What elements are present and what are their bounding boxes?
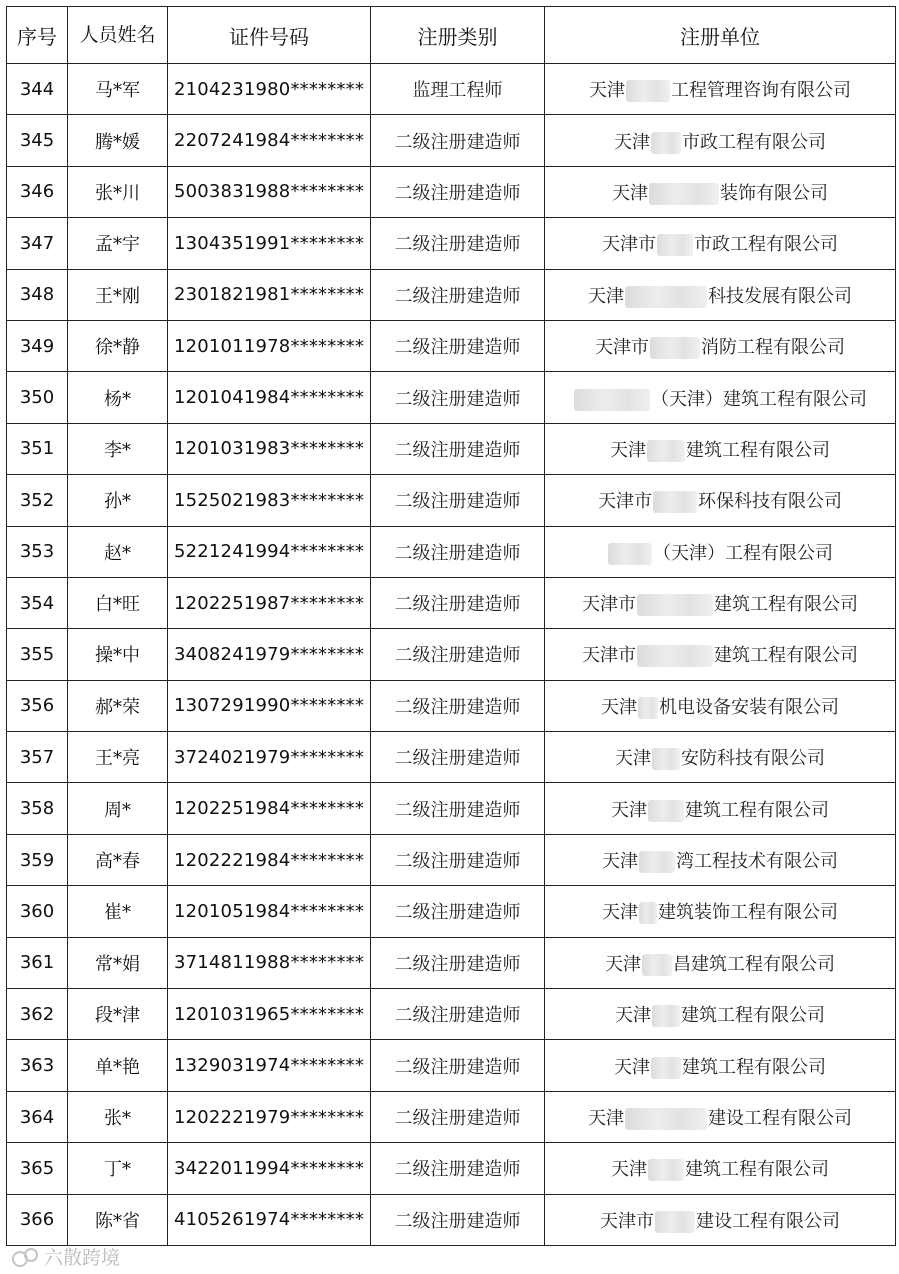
- redaction-blur: [651, 132, 681, 154]
- row-id-number: 3422011994********: [168, 1143, 371, 1194]
- redaction-blur: [639, 851, 675, 873]
- row-name: 常*娟: [68, 937, 168, 988]
- row-no: 359: [7, 834, 68, 885]
- row-registration-type: 二级注册建造师: [371, 320, 545, 371]
- row-name: 操*中: [68, 629, 168, 680]
- row-registration-type: 监理工程师: [371, 64, 545, 115]
- row-organization: [545, 732, 896, 783]
- redaction-blur: [638, 697, 658, 719]
- org-prefix: 天津市: [582, 594, 636, 616]
- org-suffix: 建筑工程有限公司: [681, 1005, 825, 1027]
- row-id-number: 4105261974********: [168, 1194, 371, 1245]
- row-name: 段*津: [68, 989, 168, 1040]
- org-suffix: 建筑工程有限公司: [685, 799, 829, 821]
- row-id-number: 1202251984********: [168, 783, 371, 834]
- org-suffix: 昌建筑工程有限公司: [673, 953, 835, 975]
- org-suffix: 机电设备安装有限公司: [659, 696, 839, 718]
- redaction-blur: [650, 337, 700, 359]
- table-row: [7, 629, 896, 680]
- row-id-number: 1201051984********: [168, 886, 371, 937]
- redaction-blur: [648, 800, 684, 822]
- redaction-blur: [574, 389, 650, 411]
- row-id-number: 1202221979********: [168, 1091, 371, 1142]
- redaction-blur: [626, 80, 670, 102]
- row-no: 353: [7, 526, 68, 577]
- watermark: [12, 1243, 120, 1270]
- org-prefix: 天津: [615, 748, 651, 770]
- header-name: 人员姓名: [68, 7, 168, 64]
- redaction-blur: [639, 902, 657, 924]
- org-prefix: 天津: [602, 902, 638, 924]
- redaction-blur: [655, 1211, 695, 1233]
- registration-table: [6, 6, 896, 1246]
- row-name: 单*艳: [68, 1040, 168, 1091]
- row-registration-type: 二级注册建造师: [371, 783, 545, 834]
- org-suffix: 科技发展有限公司: [708, 285, 852, 307]
- row-no: 358: [7, 783, 68, 834]
- org-suffix: 建筑工程有限公司: [685, 1159, 829, 1181]
- row-name: 张*川: [68, 166, 168, 217]
- row-no: 366: [7, 1194, 68, 1245]
- row-registration-type: 二级注册建造师: [371, 886, 545, 937]
- row-name: 张*: [68, 1091, 168, 1142]
- row-no: 364: [7, 1091, 68, 1142]
- row-organization: [545, 526, 896, 577]
- row-no: 355: [7, 629, 68, 680]
- row-organization: [545, 475, 896, 526]
- table-row: [7, 886, 896, 937]
- row-id-number: 1201031983********: [168, 423, 371, 474]
- row-registration-type: 二级注册建造师: [371, 1194, 545, 1245]
- redaction-blur: [642, 954, 672, 976]
- table-row: [7, 115, 896, 166]
- row-organization: [545, 1143, 896, 1194]
- header-org: 注册单位: [545, 7, 896, 64]
- redaction-blur: [637, 645, 713, 667]
- row-registration-type: 二级注册建造师: [371, 629, 545, 680]
- row-organization: [545, 1091, 896, 1142]
- row-registration-type: 二级注册建造师: [371, 989, 545, 1040]
- row-no: 357: [7, 732, 68, 783]
- org-prefix: 天津: [601, 696, 637, 718]
- table-row: [7, 218, 896, 269]
- row-registration-type: 二级注册建造师: [371, 526, 545, 577]
- table-row: [7, 937, 896, 988]
- org-prefix: 天津: [588, 1108, 624, 1129]
- row-no: 352: [7, 475, 68, 526]
- org-suffix: 建设工程有限公司: [696, 1210, 840, 1232]
- row-id-number: 2104231980********: [168, 64, 371, 115]
- row-name: 王*刚: [68, 269, 168, 320]
- org-suffix: 市政工程有限公司: [694, 234, 838, 256]
- table-row: [7, 1194, 896, 1245]
- org-suffix: 装饰有限公司: [720, 182, 828, 204]
- table-row: [7, 1091, 896, 1142]
- row-registration-type: 二级注册建造师: [371, 166, 545, 217]
- row-no: 365: [7, 1143, 68, 1194]
- header-id: 证件号码: [168, 7, 371, 64]
- header-no: 序号: [7, 7, 68, 64]
- table-row: [7, 475, 896, 526]
- org-prefix: 天津市: [602, 234, 656, 256]
- row-name: 孟*宇: [68, 218, 168, 269]
- header-row: [7, 7, 896, 64]
- table-row: [7, 423, 896, 474]
- org-suffix: 建筑工程有限公司: [686, 439, 830, 461]
- org-prefix: 天津: [589, 80, 625, 102]
- org-prefix: 天津市: [598, 491, 652, 513]
- row-name: 腾*媛: [68, 115, 168, 166]
- row-organization: [545, 629, 896, 680]
- row-id-number: 2207241984********: [168, 115, 371, 166]
- row-id-number: 5003831988********: [168, 166, 371, 217]
- row-id-number: 5221241994********: [168, 526, 371, 577]
- org-suffix: 建设工程有限公司: [708, 1108, 852, 1129]
- org-prefix: 天津: [602, 851, 638, 873]
- row-organization: [545, 834, 896, 885]
- row-organization: [545, 64, 896, 115]
- row-name: 杨*: [68, 372, 168, 423]
- row-id-number: 1201031965********: [168, 989, 371, 1040]
- redaction-blur: [649, 183, 719, 205]
- row-registration-type: 二级注册建造师: [371, 1091, 545, 1142]
- org-suffix: 消防工程有限公司: [701, 337, 845, 359]
- redaction-blur: [648, 1159, 684, 1181]
- row-name: 陈*省: [68, 1194, 168, 1245]
- row-no: 346: [7, 166, 68, 217]
- org-suffix: 环保科技有限公司: [698, 491, 842, 513]
- redaction-blur: [647, 440, 685, 462]
- row-id-number: 1201041984********: [168, 372, 371, 423]
- table-row: [7, 732, 896, 783]
- row-no: 344: [7, 64, 68, 115]
- org-prefix: 天津: [614, 1056, 650, 1078]
- row-name: 周*: [68, 783, 168, 834]
- row-organization: [545, 372, 896, 423]
- table-row: [7, 526, 896, 577]
- row-no: 356: [7, 680, 68, 731]
- table-row: [7, 1040, 896, 1091]
- org-prefix: 天津市: [595, 337, 649, 359]
- table-row: [7, 166, 896, 217]
- org-suffix: （天津）建筑工程有限公司: [651, 388, 867, 410]
- row-id-number: 1201011978********: [168, 320, 371, 371]
- org-prefix: 天津: [611, 1159, 647, 1181]
- watermark-text: 六散跨境: [44, 1247, 121, 1269]
- row-no: 349: [7, 320, 68, 371]
- row-organization: [545, 218, 896, 269]
- row-id-number: 1304351991********: [168, 218, 371, 269]
- row-registration-type: 二级注册建造师: [371, 1143, 545, 1194]
- org-prefix: 天津市: [582, 645, 636, 667]
- row-name: 徐*静: [68, 320, 168, 371]
- org-suffix: 安防科技有限公司: [681, 748, 825, 770]
- row-id-number: 1525021983********: [168, 475, 371, 526]
- row-registration-type: 二级注册建造师: [371, 372, 545, 423]
- org-prefix: 天津: [612, 182, 648, 204]
- table-row: [7, 680, 896, 731]
- row-id-number: 3408241979********: [168, 629, 371, 680]
- row-organization: [545, 783, 896, 834]
- row-name: 马*军: [68, 64, 168, 115]
- org-prefix: 天津: [605, 953, 641, 975]
- table-row: [7, 783, 896, 834]
- row-no: 348: [7, 269, 68, 320]
- row-name: 郝*荣: [68, 680, 168, 731]
- row-organization: [545, 269, 896, 320]
- chat-bubbles-icon: [12, 1248, 38, 1266]
- row-organization: [545, 1040, 896, 1091]
- org-prefix: 天津市: [600, 1210, 654, 1232]
- org-suffix: 建筑工程有限公司: [714, 645, 858, 667]
- org-prefix: 天津: [614, 131, 650, 153]
- org-suffix: （天津）工程有限公司: [653, 542, 833, 564]
- row-name: 李*: [68, 423, 168, 474]
- org-suffix: 建筑装饰工程有限公司: [658, 902, 838, 924]
- row-id-number: 1307291990********: [168, 680, 371, 731]
- row-organization: [545, 1194, 896, 1245]
- row-no: 362: [7, 989, 68, 1040]
- redaction-blur: [625, 1108, 707, 1130]
- table-row: [7, 320, 896, 371]
- org-suffix: 建筑工程有限公司: [682, 1056, 826, 1078]
- table-row: [7, 1143, 896, 1194]
- row-registration-type: 二级注册建造师: [371, 1040, 545, 1091]
- row-no: 354: [7, 577, 68, 628]
- org-suffix: 湾工程技术有限公司: [676, 851, 838, 873]
- table-row: [7, 834, 896, 885]
- row-id-number: 1329031974********: [168, 1040, 371, 1091]
- table-row: [7, 269, 896, 320]
- row-name: 赵*: [68, 526, 168, 577]
- org-suffix: 建筑工程有限公司: [714, 594, 858, 616]
- org-prefix: 天津: [588, 285, 624, 307]
- row-registration-type: 二级注册建造师: [371, 834, 545, 885]
- row-no: 347: [7, 218, 68, 269]
- row-organization: [545, 115, 896, 166]
- row-id-number: 3714811988********: [168, 937, 371, 988]
- row-registration-type: 二级注册建造师: [371, 115, 545, 166]
- redaction-blur: [608, 543, 652, 565]
- row-organization: [545, 577, 896, 628]
- row-no: 360: [7, 886, 68, 937]
- redaction-blur: [653, 491, 697, 513]
- redaction-blur: [637, 594, 713, 616]
- row-registration-type: 二级注册建造师: [371, 475, 545, 526]
- org-suffix: 市政工程有限公司: [682, 131, 826, 153]
- header-type: 注册类别: [371, 7, 545, 64]
- row-no: 345: [7, 115, 68, 166]
- org-suffix: 工程管理咨询有限公司: [671, 80, 851, 102]
- row-registration-type: 二级注册建造师: [371, 269, 545, 320]
- row-no: 351: [7, 423, 68, 474]
- row-registration-type: 二级注册建造师: [371, 423, 545, 474]
- redaction-blur: [625, 286, 707, 308]
- row-organization: [545, 320, 896, 371]
- row-registration-type: 二级注册建造师: [371, 937, 545, 988]
- row-name: 崔*: [68, 886, 168, 937]
- table-row: [7, 64, 896, 115]
- org-prefix: 天津: [615, 1005, 651, 1027]
- row-organization: [545, 680, 896, 731]
- row-registration-type: 二级注册建造师: [371, 732, 545, 783]
- row-registration-type: 二级注册建造师: [371, 218, 545, 269]
- row-name: 丁*: [68, 1143, 168, 1194]
- row-organization: [545, 937, 896, 988]
- row-name: 高*春: [68, 834, 168, 885]
- redaction-blur: [652, 748, 680, 770]
- row-organization: [545, 989, 896, 1040]
- redaction-blur: [651, 1057, 681, 1079]
- redaction-blur: [652, 1005, 680, 1027]
- row-organization: [545, 166, 896, 217]
- row-organization: [545, 423, 896, 474]
- row-organization: [545, 886, 896, 937]
- row-no: 363: [7, 1040, 68, 1091]
- table-row: [7, 989, 896, 1040]
- row-name: 孙*: [68, 475, 168, 526]
- row-id-number: 1202221984********: [168, 834, 371, 885]
- row-registration-type: 二级注册建造师: [371, 680, 545, 731]
- row-id-number: 1202251987********: [168, 577, 371, 628]
- table-row: [7, 372, 896, 423]
- table-row: [7, 577, 896, 628]
- org-prefix: 天津: [611, 799, 647, 821]
- row-no: 361: [7, 937, 68, 988]
- row-id-number: 3724021979********: [168, 732, 371, 783]
- row-name: 王*亮: [68, 732, 168, 783]
- row-name: 白*旺: [68, 577, 168, 628]
- row-registration-type: 二级注册建造师: [371, 577, 545, 628]
- row-no: 350: [7, 372, 68, 423]
- org-prefix: 天津: [610, 439, 646, 461]
- redaction-blur: [657, 234, 693, 256]
- row-id-number: 2301821981********: [168, 269, 371, 320]
